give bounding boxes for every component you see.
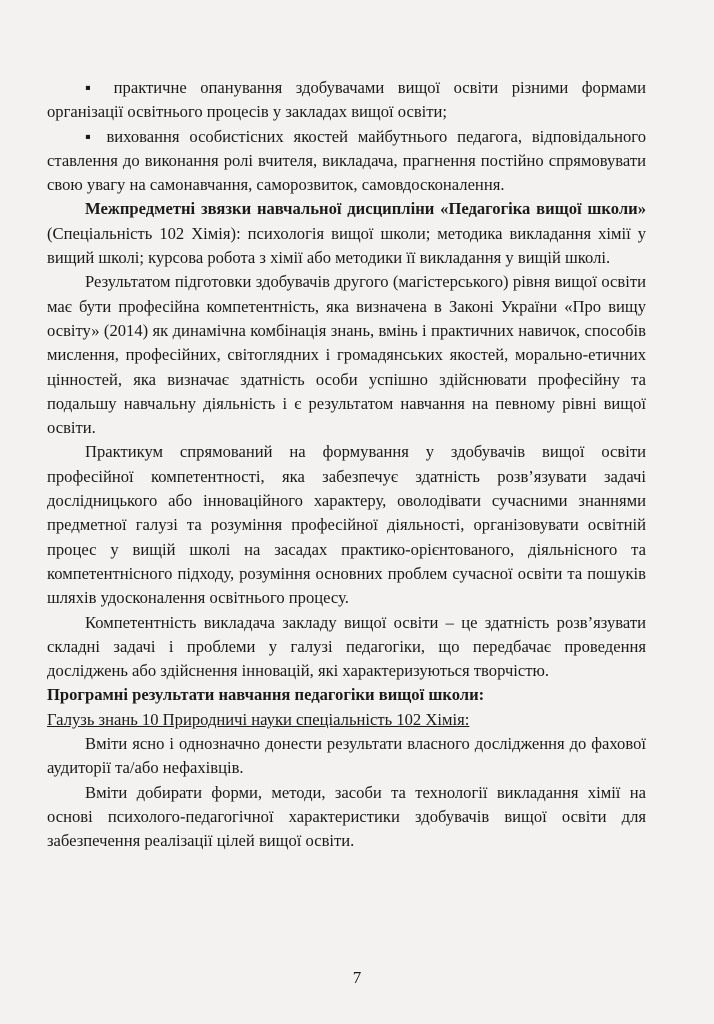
bullet-paragraph-upbringing: ▪ виховання особистісних якостей майбутнього педагога, відповідального ставлення до виконання ролі вчителя, викладача, прагнення постійно спрямовувати свою увагу на самонавчання, саморозвиток, самовдосконалення. [47, 125, 646, 198]
page-number: 7 [352, 968, 362, 987]
teacher-competence-paragraph: Компетентність викладача закладу вищої освіти – це здатність розв’язувати складні задачі і проблеми у галузі педагогіки, що передбачає проведення досліджень або здійснення інновацій, які характеризуються творчістю. [47, 612, 646, 681]
bullet-paragraph-practical: ▪ практичне опанування здобувачами вищої освіти різними формами організації освітнього процесів у закладах вищої освіти; [47, 76, 646, 125]
program-results-heading: Програмні результати навчання педагогіки вищої школи: [47, 685, 485, 705]
competence-result-paragraph: Результатом підготовки здобувачів другого (магістерського) рівня вищої освіти має бути професійна компетентність, яка визначена в Законі України «Про вищу освіту» (2014) як динамічна комбінація знань, вмінь і практичних навичок, способів мислення, професійних, світоглядних і громадянських якостей, морально-етичних цінностей, яка визначає здатність особи успішно здійснювати професійну та подальшу навчальну діяльність і є результатом навчання на певному рівні вищої освіти. [47, 272, 646, 438]
interdisciplinary-links-text: (Спеціальність 102 Хімія): психологія вищої школи; методика викладання хімії у вищий школі; курсова робота з хімії або методики її викладання у вищій школі. [47, 223, 646, 268]
result-paragraph-communicate: Вміти ясно і однозначно донести результати власного дослідження до фахової аудиторії та/або нефахівців. [47, 734, 646, 778]
interdisciplinary-links-paragraph [47, 197, 646, 270]
field-of-knowledge-subheading: Галузь знань 10 Природничі науки спеціальність 102 Хімія: [47, 709, 470, 729]
interdisciplinary-links-title: Межпредметні звязки навчальної дисципліни «Педагогіка вищої школи» [85, 199, 646, 219]
result-paragraph-teaching-methods: Вміти добирати форми, методи, засоби та технології викладання хімії на основі психолого-педагогічної характеристики здобувачів вищої освіти для забезпечення реалізації цілей вищої освіти. [47, 782, 646, 851]
practicum-paragraph: Практикум спрямований на формування у здобувачів вищої освіти професійної компетентності, яка забезпечує здатність розв’язувати задачі дослідницького або інноваційного характеру, оволодівати сучасними знаннями предметної галузі та розуміння професійної діяльності, організовувати освітній процес у вищій школі на засадах практико-орієнтованого, діяльнісного та компетентнісного підходу, розуміння основних проблем сучасної освіти та пошуків шляхів удосконалення освітнього процесу. [47, 442, 646, 608]
